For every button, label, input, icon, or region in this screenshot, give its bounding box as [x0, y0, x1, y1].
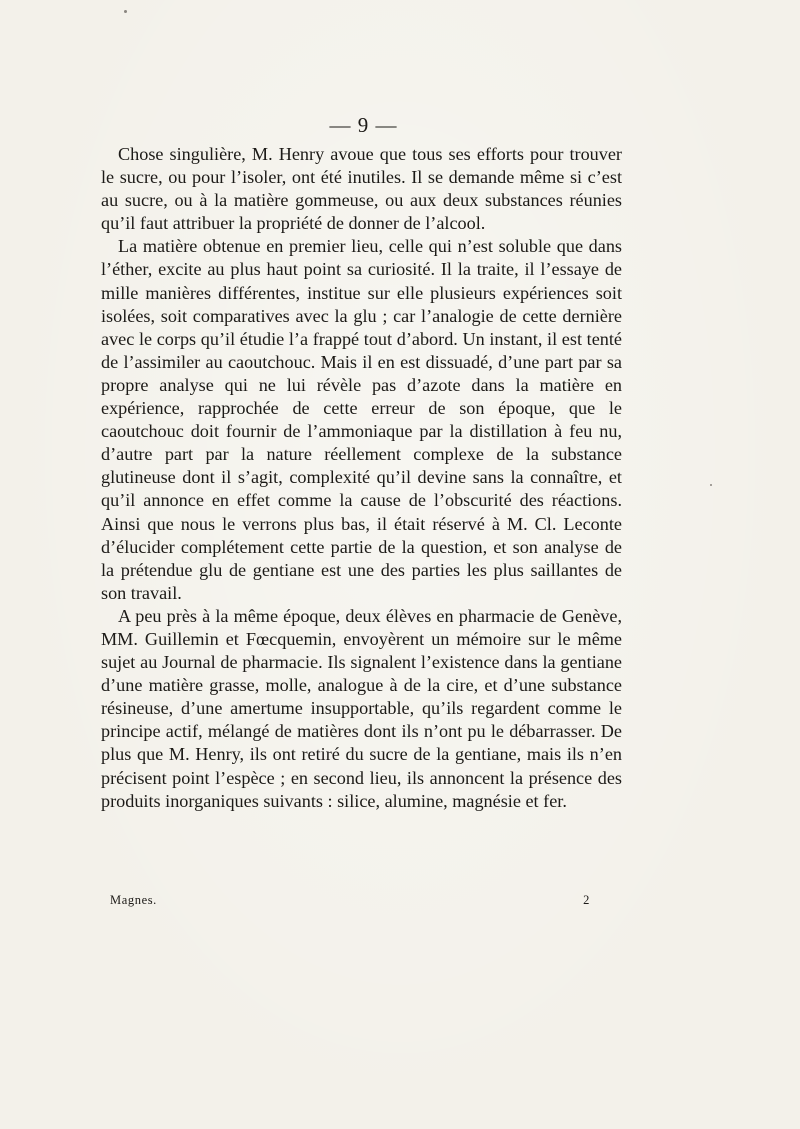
paragraph-henry-sugar: Chose singulière, M. Henry avoue que tous ses efforts pour trouver le sucre, ou pour l’isoler, ont été inutiles. Il se demande même si c’est au sucre, ou à la matière gommeuse, ou aux deux substances réunies qu’il faut attribuer la propriété de donner de l’alcool. [101, 144, 622, 234]
sheet-signature-number: 2 [583, 893, 590, 907]
printer-signature-mark: Magnes. [110, 893, 157, 907]
body-text [101, 143, 622, 813]
ink-speck-mark [124, 10, 127, 13]
paragraph-ether-matter: La matière obtenue en premier lieu, celle qui n’est soluble que dans l’éther, excite au plus haut point sa curiosité. Il la traite, il l’essaye de mille manières différentes, institue sur elle plusieurs expériences soit isolées, soit comparatives avec la glu ; car l’analogie de cette dernière avec le corps qu’il étudie l’a frappé tout d’abord. Un instant, il est tenté de l’assimiler au caoutchouc. Mais il en est dissuadé, d’une part par sa propre analyse qui ne lui révèle pas d’azote dans la matière en expérience, rapprochée de cette erreur de son époque, que le caoutchouc doit fournir de l’ammoniaque par la distillation à feu nu, d’autre part par la nature réellement complexe de la substance glutineuse dont il s’agit, complexité qu’il devine sans la connaître, et qu’il annonce en effet comme la cause de l’obscurité des réactions. Ainsi que nous le verrons plus bas, il était réservé à M. Cl. Leconte d’élucider complétement cette partie de la question, et son analyse de la prétendue glu de gentiane est une des parties les plus saillantes de son travail. [101, 236, 622, 603]
ink-speck-mark [710, 484, 712, 486]
paragraph-geneva-students: A peu près à la même époque, deux élèves en pharmacie de Genève, MM. Guillemin et Fœcquemin, envoyèrent un mémoire sur le même sujet au Journal de pharmacie. Ils signalent l’existence dans la gentiane d’une matière grasse, molle, analogue à de la cire, et d’une substance résineuse, d’une amertume insupportable, qu’ils regardent comme le principe actif, mélangé de matières dont ils n’ont pu le débarrasser. De plus que M. Henry, ils ont retiré du sucre de la gentiane, mais ils n’en précisent point l’espèce ; en second lieu, ils annoncent la présence des produits inorganiques suivants : silice, alumine, magnésie et fer. [101, 605, 622, 811]
page-footer [110, 893, 590, 913]
page-number-header: — 9 — [329, 113, 398, 137]
